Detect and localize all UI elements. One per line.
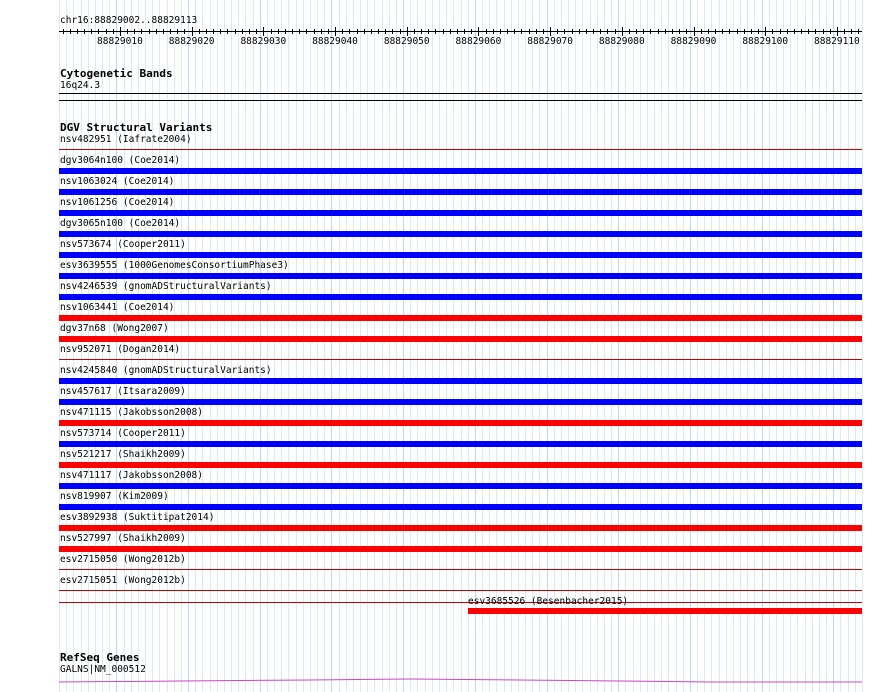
variant-line[interactable] [59,359,862,360]
variant-label[interactable]: nsv1063024 (Coe2014) [60,176,175,187]
variant-line[interactable] [59,149,862,150]
variant-label[interactable]: nsv471115 (Jakobsson2008) [60,407,203,418]
variant-bar[interactable] [59,168,862,174]
ruler-tick-label: 88829080 [598,36,645,47]
variant-bar[interactable] [59,252,862,258]
ruler-tick-label: 88829040 [312,36,358,47]
refseq-gene-label[interactable]: GALNS|NM_000512 [60,664,146,675]
dgv-track-title: DGV Structural Variants [60,121,213,134]
refseq-gene-feature[interactable] [0,674,890,686]
variant-bar[interactable] [59,399,862,405]
variant-label[interactable]: nsv527997 (Shaikh2009) [60,533,186,544]
variant-bar[interactable] [59,273,862,279]
variant-bar[interactable] [59,462,862,468]
variant-bar[interactable] [59,294,862,300]
variant-bar[interactable] [59,441,862,447]
variant-label[interactable]: nsv457617 (Itsara2009) [60,386,186,397]
variant-label[interactable]: nsv573714 (Cooper2011) [60,428,186,439]
variant-label[interactable]: dgv3064n100 (Coe2014) [60,155,181,166]
variant-label[interactable]: esv2715051 (Wong2012b) [60,575,186,586]
coordinate-ruler[interactable] [0,26,890,50]
variant-bar[interactable] [59,210,862,216]
variant-label[interactable]: nsv4246539 (gnomADStructuralVariants) [60,281,272,292]
variant-bar[interactable] [59,378,862,384]
variant-line[interactable] [59,569,862,570]
variant-line [59,602,862,603]
variant-label[interactable]: dgv37n68 (Wong2007) [60,323,169,334]
variant-label[interactable]: nsv4245840 (gnomADStructuralVariants) [60,365,272,376]
variant-label[interactable]: dgv3065n100 (Coe2014) [60,218,181,229]
ruler-tick-label: 88829020 [168,36,215,47]
variant-label[interactable]: nsv471117 (Jakobsson2008) [60,470,203,481]
variant-bar[interactable] [59,525,862,531]
variant-bar[interactable] [59,231,862,237]
ruler-tick-label: 88829090 [670,36,717,47]
ruler-tick-label: 88829050 [383,36,430,47]
variant-label[interactable]: nsv1061256 (Coe2014) [60,197,175,208]
variant-label[interactable]: nsv952071 (Dogan2014) [60,344,181,355]
track-divider [59,100,862,101]
cytoband-line [59,93,862,94]
variant-label[interactable]: esv3685526 (Besenbacher2015) [468,596,629,607]
ruler-tick-label: 88829010 [97,36,143,47]
variant-bar[interactable] [468,608,862,614]
variant-bar[interactable] [59,483,862,489]
variant-label[interactable]: nsv573674 (Cooper2011) [60,239,186,250]
variant-label[interactable]: nsv1063441 (Coe2014) [60,302,175,313]
variant-label[interactable]: esv2715050 (Wong2012b) [60,554,186,565]
variant-label[interactable]: esv3639555 (1000GenomesConsortiumPhase3) [60,260,289,271]
variant-label[interactable]: nsv482951 (Iafrate2004) [60,134,192,145]
variant-label[interactable]: nsv521217 (Shaikh2009) [60,449,186,460]
variant-label[interactable]: esv3892938 (Suktitipat2014) [60,512,215,523]
variant-line[interactable] [59,590,862,591]
variant-bar[interactable] [59,189,862,195]
refseq-track-title: RefSeq Genes [60,651,140,664]
variant-bar[interactable] [59,420,862,426]
variant-bar[interactable] [59,504,862,510]
variant-bar[interactable] [59,315,862,321]
cytoband-track-title: Cytogenetic Bands [60,67,173,80]
variant-label[interactable]: nsv819907 (Kim2009) [60,491,169,502]
ruler-tick-label: 88829060 [455,36,502,47]
variant-bar[interactable] [59,546,862,552]
ruler-tick-label: 88829070 [527,36,574,47]
location-label: chr16:88829002..88829113 [60,15,198,26]
refseq-gene-line [59,679,862,682]
variant-bar[interactable] [59,336,862,342]
cytoband-label: 16q24.3 [60,80,101,91]
ruler-tick-label: 88829110 [814,36,860,47]
ruler-tick-label: 88829100 [742,36,789,47]
ruler-tick-label: 88829030 [240,36,287,47]
